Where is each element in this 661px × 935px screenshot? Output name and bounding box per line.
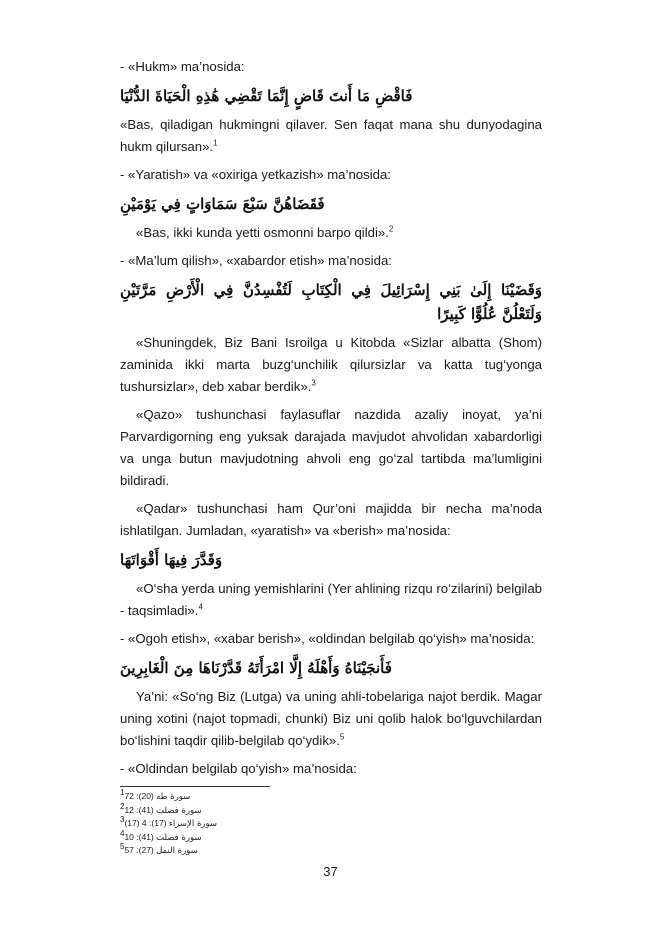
translation-paragraph: Ya’ni: «So‘ng Biz (Lutga) va uning ahli-tobelariga najot berdik. Magar uning xotini (najot topmadi, chunki) Biz uni qolib halok bo‘lguvchilardan bo‘lishini taqdir qilib-belgilab qo‘ydik».$^5$ [120,689,542,748]
page-number: 37 [323,864,338,879]
hukm-heading: - «Hukm» ma’nosida: [120,59,245,74]
translation-paragraph: «Shuningdek, Biz Bani Isroilga u Kitobda «Sizlar albatta (Shom) zaminida ikki marta buzg‘unchilik qilursizlar va katta tug‘yonga tushursizlar», deb xabar berdik».$^3$ [120,335,542,394]
footnote-ref[interactable]: 2 [388,224,394,234]
footnote-ref[interactable]: 4 [198,602,203,612]
footnote: $^3$(17) 4 :(17) سورة الإسراء [120,815,218,829]
qazo-paragraph: «Qazo» tushunchasi faylasuflar nazdida azaliy inoyat, ya’ni Parvardigorning eng yuksak darajada mavjudot ahvolidan xabardorligi va unga butun mavjudotning ahvoli eng go‘zal tartibda ma’lumligini bildiradi. [120,407,542,488]
footnote: $^5$57 :(27) سورة النمل [120,842,198,856]
footnote-ref[interactable]: 5 [339,732,345,742]
malum-qilish-heading: - «Ma’lum qilish», «xabardor etish» ma’nosida: [120,253,392,268]
translation-paragraph: «Bas, qiladigan hukmingni qilaver. Sen faqat mana shu dunyodagina hukm qilursan».$^1$ [120,117,542,154]
arabic-verse: فَقَضَاهُنَّ سَبْعَ سَمَاوَاتٍ فِي يَوْمَيْنِ [120,195,325,213]
footnote: $^1$72 :(20) سورة طه [120,788,191,802]
arabic-verse: وَقَدَّرَ فِيهَا أَقْوَاتَهَا [120,551,223,569]
footnote: $^2$12 :(41) سورة فصلت [120,801,202,816]
page-body [120,56,542,858]
footnotes [120,790,542,858]
arabic-verse: فَأَنجَيْنَاهُ وَأَهْلَهُ إِلَّا امْرَأَتَهُ قَدَّرْنَاهَا مِنَ الْغَابِرِينَ [120,659,392,677]
arabic-verse: وَقَضَيْنَا إِلَىٰ بَنِي إِسْرَائِيلَ فِي الْكِتَابِ لَتُفْسِدُنَّ فِي الْأَرْضِ مَرَّتَيْنِ وَلَتَعْلُنَّ عُلُوًّا كَبِيرًا [120,281,542,323]
translation-paragraph: «O‘sha yerda uning yemishlarini (Yer ahlining rizqu ro‘zilarini) belgilab - taqsimladi».$^4$ [120,581,542,618]
footnote-ref[interactable]: 3 [311,378,316,388]
footnote-divider [120,786,270,787]
ogoh-etish-heading: - «Ogoh etish», «xabar berish», «oldindan belgilab qo‘yish» ma’nosida: [120,631,535,646]
yaratish-heading: - «Yaratish» va «oxiriga yetkazish» ma’nosida: [120,167,391,182]
arabic-verse: فَاقْضِ مَا أَنتَ قَاضٍ إِنَّمَا تَقْضِي هَٰذِهِ الْحَيَاةَ الدُّنْيَا [120,87,413,105]
oldindan-heading: - «Oldindan belgilab qo‘yish» ma’nosida: [120,761,357,776]
translation-paragraph: «Bas, ikki kunda yetti osmonni barpo qildi».$^2$ [136,224,394,240]
qadar-paragraph: «Qadar» tushunchasi ham Qur’oni majidda bir necha ma’noda ishlatilgan. Jumladan, «yaratish» va «berish» ma’nosida: [120,501,542,538]
footnote-ref[interactable]: 1 [213,138,218,148]
footnote: $^4$10 :(41) سورة فصلت [120,828,202,843]
